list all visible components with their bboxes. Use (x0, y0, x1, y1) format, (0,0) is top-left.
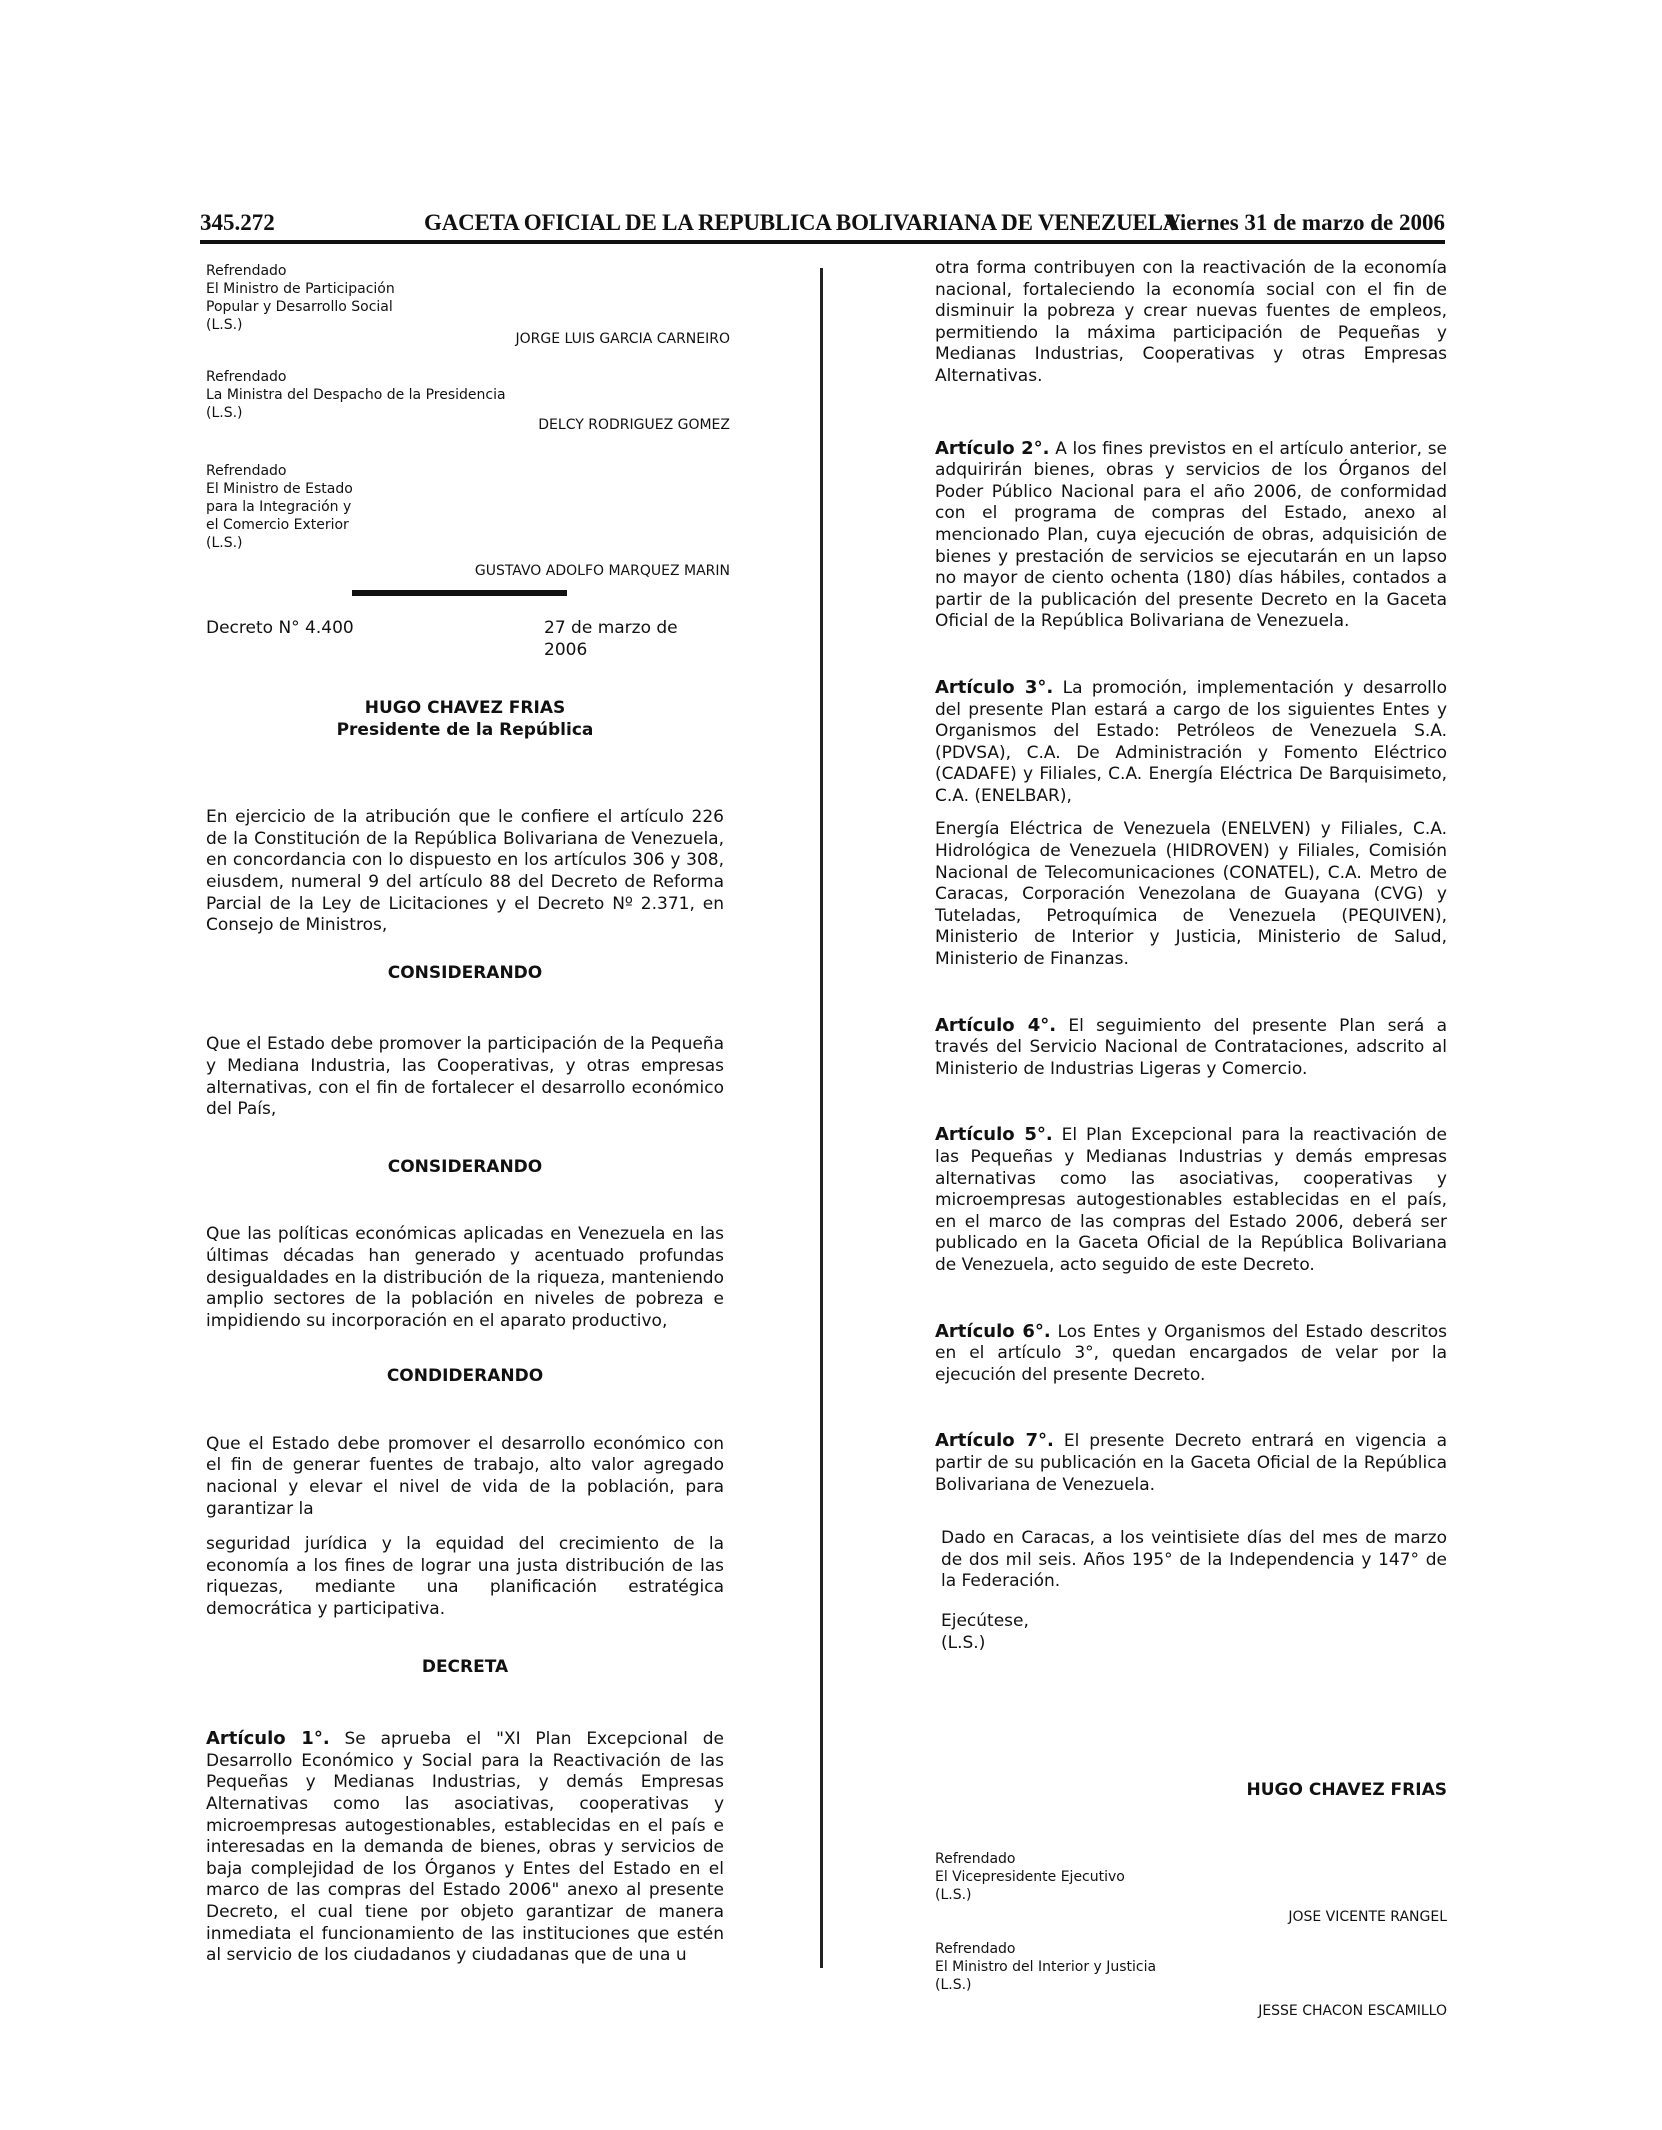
signatory-name: GUSTAVO ADOLFO MARQUEZ MARIN (474, 563, 730, 579)
column-divider (820, 268, 823, 1968)
issue-date: Viernes 31 de marzo de 2006 (1164, 210, 1445, 235)
article-label: Artículo 7°. (935, 1430, 1054, 1452)
article-text: Se aprueba el "XI Plan Excepcional de Desarrollo Económico y Social para la Reactivación de las Pequeñas y Medianas Industrias, y demás Empresas Alternativas como las asociativas, cooperativas y microempresas autogestionables, establecidas en el país e interesadas en la demanda de bienes, obras y servicios de baja complejidad de los Órganos y Entes del Estado en el marco de las compras del Estado 2006" anexo al presente Decreto, el cual tiene por objeto garantizar de manera inmediata el funcionamiento de las instituciones que estén al servicio de los ciudadanos y ciudadanas que de una u (206, 1729, 724, 1966)
gazette-header (200, 204, 1445, 244)
signature-block-2 (206, 368, 730, 450)
article-text: Los Entes y Organismos del Estado descritos en el artículo 3°, quedan encargados de velar por la ejecución del presente Decreto. (935, 1321, 1448, 1385)
article-1 (206, 1728, 724, 1967)
article-label: Artículo 6°. (935, 1320, 1051, 1342)
considerando-text: seguridad jurídica y la equidad del crecimiento de la economía a los fines de lograr una justa distribución de las riquezas, mediante una planificación estratégica democrática y participativa. (206, 1534, 724, 1620)
ejecutese: Ejecútese, (941, 1610, 1029, 1631)
considerando-heading: CONSIDERANDO (387, 1156, 543, 1177)
sig-line: El Ministro de Participación (206, 281, 395, 297)
signature-block-3 (206, 462, 730, 580)
article-text: La promoción, implementación y desarrollo del presente Plan estará a cargo de los siguientes Entes y Organismos del Estado: Petróleos de Venezuela S.A. (PDVSA), C.A. De Administración y Fomento Eléctrico (CADAFE) y Filiales, C.A. Energía Eléctrica De Barquisimeto, C.A. (ENELBAR), (935, 677, 1447, 806)
signatory-name: JORGE LUIS GARCIA CARNEIRO (515, 331, 730, 347)
sig-line: La Ministra del Despacho de la Presidencia (206, 387, 506, 403)
sig-line: El Vicepresidente Ejecutivo (935, 1868, 1125, 1885)
header-rule (200, 240, 1445, 244)
signature-block-4 (935, 1850, 1447, 1930)
article-label: Artículo 5°. (935, 1124, 1053, 1146)
article-4 (935, 1015, 1447, 1081)
article-label: Artículo 2°. (935, 437, 1050, 459)
article-3-continued: Energía Eléctrica de Venezuela (ENELVEN) y Filiales, C.A. Hidrológica de Venezuela (HIDROVEN) y Filiales, Comisión Nacional de Telecomunicaciones (CONATEL), C.A. Metro de Caracas, Corporación Venezolana de Guayana (CVG) y Tuteladas, Petroquímica de Venezuela (PEQUIVEN), Ministerio de Interior y Justicia, Ministerio de Salud, Ministerio de Finanzas. (935, 819, 1447, 970)
signatory-name: DELCY RODRIGUEZ GOMEZ (538, 417, 730, 433)
sig-line: Popular y Desarrollo Social (206, 299, 393, 315)
signatory-name: JESSE CHACON ESCAMILLO (1258, 2002, 1447, 2019)
right-column (935, 258, 1447, 2020)
article-2 (935, 438, 1447, 633)
considerando-text: Que las políticas económicas aplicadas en Venezuela en las últimas décadas han generado y acentuado profundas desigualdades en la distribución de la riqueza, manteniendo amplio sectores de la población en niveles de pobreza e impidiendo su incorporación en el aparato productivo, (206, 1224, 724, 1331)
signature-block-5 (935, 1940, 1447, 2020)
president-title: Presidente de la República (336, 719, 594, 740)
sig-line: el Comercio Exterior (206, 517, 349, 533)
signatory-name: JOSE VICENTE RANGEL (1288, 1908, 1447, 1925)
ls-mark: (L.S.) (941, 1632, 986, 1653)
signature-block-1 (206, 262, 730, 354)
article-label: Artículo 4°. (935, 1014, 1057, 1036)
decree-line (206, 618, 724, 660)
president-name: HUGO CHAVEZ FRIAS (364, 698, 566, 718)
left-column (206, 262, 730, 1967)
decree-date: 27 de marzo de 2006 (544, 618, 678, 660)
sig-line: Refrendado (206, 463, 287, 479)
sig-line: (L.S.) (935, 1886, 972, 1903)
considerando-text: Que el Estado debe promover el desarrollo económico con el fin de generar fuentes de trabajo, alto valor agregado nacional y elevar el nivel de vida de la población, para garantizar la (206, 1433, 724, 1519)
page-number: 345.272 (200, 210, 275, 235)
article-text: El presente Decreto entrará en vigencia a partir de su publicación en la Gaceta Oficial de la República Bolivariana de Venezuela. (935, 1431, 1448, 1495)
sig-line: Refrendado (935, 1940, 1016, 1957)
article-text: El Plan Excepcional para la reactivación de las Pequeñas y Medianas Industrias y demás empresas alternativas como las asociativas, cooperativas y microempresas autogestionables establecidas en el país, en el marco de las compras del Estado 2006, deberá ser publicado en la Gaceta Oficial de la República Bolivariana de Venezuela, acto seguido de este Decreto. (935, 1125, 1447, 1275)
article-label: Artículo 1°. (206, 1728, 330, 1750)
article-7 (935, 1430, 1447, 1496)
sig-line: (L.S.) (206, 535, 243, 551)
article-text: A los fines previstos en el artículo anterior, se adquirirán bienes, obras y servicios de los Órganos del Poder Público Nacional para el año 2006, de conformidad con el programa de compras del Estado, anexo al mencionado Plan, cuya ejecución de obras, adquisición de bienes y prestación de servicios se ejecutarán en un lapso no mayor de ciento ochenta (180) días hábiles, contados a partir de la publicación del presente Decreto en la Gaceta Oficial de la República Bolivariana de Venezuela. (935, 438, 1448, 632)
article-5 (935, 1124, 1447, 1276)
sig-line: Refrendado (206, 263, 287, 279)
sig-line: El Ministro del Interior y Justicia (935, 1958, 1157, 1975)
president-signature-name: HUGO CHAVEZ FRIAS (1246, 1780, 1447, 1801)
sig-line: Refrendado (206, 369, 287, 385)
gazette-title: GACETA OFICIAL DE LA REPUBLICA BOLIVARIANA DE VENEZUELA (424, 210, 1180, 235)
sig-line: El Ministro de Estado (206, 481, 353, 497)
sig-line: (L.S.) (206, 317, 243, 333)
considerando-heading: CONDIDERANDO (386, 1366, 544, 1387)
article-label: Artículo 3°. (935, 676, 1054, 698)
article-6 (935, 1321, 1447, 1387)
decreta-heading: DECRETA (421, 1656, 509, 1677)
considerando-text: Que el Estado debe promover la participación de la Pequeña y Mediana Industria, las Cooperativas, y otras empresas alternativas, con el fin de fortalecer el desarrollo económico del País, (206, 1034, 724, 1120)
sig-line: para la Integración y (206, 499, 352, 515)
article-1-continued: otra forma contribuyen con la reactivación de la economía nacional, fortaleciendo la economía social con el fin de disminuir la pobreza y crear nuevas fuentes de empleos, permitiendo la máxima participación de Pequeñas y Medianas Industrias, Cooperativas y otras Empresas Alternativas. (935, 258, 1447, 386)
considerando-heading: CONSIDERANDO (387, 962, 543, 983)
dado-en-caracas: Dado en Caracas, a los veintisiete días del mes de marzo de dos mil seis. Años 195° de la Independencia y 147° de la Federación. (941, 1528, 1447, 1592)
article-text: El seguimiento del presente Plan será a través del Servicio Nacional de Contrataciones, adscrito al Ministerio de Industrias Ligeras y Comercio. (935, 1015, 1448, 1079)
decree-number: Decreto N° 4.400 (206, 618, 354, 638)
sig-line: (L.S.) (935, 1976, 972, 1993)
sig-line: Refrendado (935, 1850, 1016, 1867)
decree-separator-rule (352, 590, 567, 596)
sig-line: (L.S.) (206, 405, 243, 421)
preamble: En ejercicio de la atribución que le confiere el artículo 226 de la Constitución de la República Bolivariana de Venezuela, en concordancia con lo dispuesto en los artículos 306 y 308, eiusdem, numeral 9 del artículo 88 del Decreto de Reforma Parcial de la Ley de Licitaciones y el Decreto Nº 2.371, en Consejo de Ministros, (206, 807, 724, 936)
article-3 (935, 677, 1447, 808)
